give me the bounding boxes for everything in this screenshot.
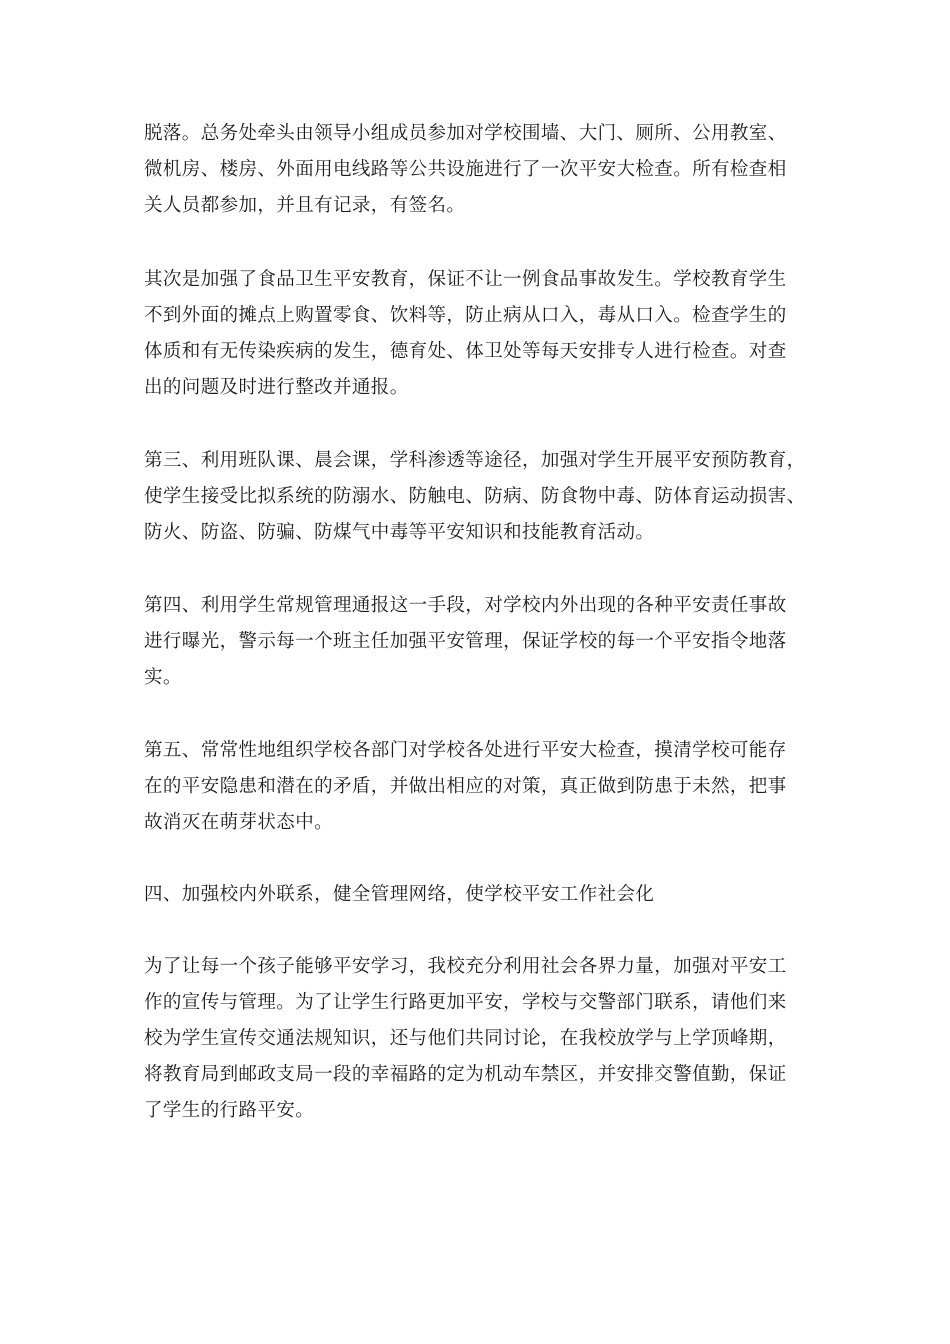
text-line: 在的平安隐患和潜在的矛盾，并做出相应的对策，真正做到防患于未然，把事	[144, 776, 787, 797]
text-line: 校为学生宣传交通法规知识，还与他们共同讨论，在我校放学与上学顶峰期，	[144, 1028, 787, 1049]
text-line: 体质和有无传染疾病的发生，德育处、体卫处等每天安排专人进行检查。对查	[144, 341, 787, 362]
text-line: 了学生的行路平安。	[144, 1100, 315, 1121]
text-line: 第五、常常性地组织学校各部门对学校各处进行平安大检查，摸清学校可能存	[144, 740, 787, 761]
text-line: 微机房、楼房、外面用电线路等公共设施进行了一次平安大检查。所有检查相	[144, 159, 787, 180]
text-line: 第三、利用班队课、晨会课，学科渗透等途径，加强对学生开展平安预防教育，	[144, 450, 806, 471]
paragraph-third-safety-education	[144, 443, 814, 551]
text-line: 防火、防盗、防骗、防煤气中毒等平安知识和技能教育活动。	[144, 522, 655, 543]
text-line: 第四、利用学生常规管理通报这一手段，对学校内外出现的各种平安责任事故	[144, 595, 787, 616]
text-line: 关人员都参加，并且有记录，有签名。	[144, 195, 466, 216]
paragraph-fifth-inspection	[144, 733, 814, 841]
text-line: 将教育局到邮政支局一段的幸福路的定为机动车禁区，并安排交警值勤，保证	[144, 1064, 787, 1085]
paragraph-facility-inspection	[144, 116, 814, 224]
text-line: 不到外面的摊点上购置零食、饮料等，防止病从口入，毒从口入。检查学生的	[144, 305, 787, 326]
text-line: 其次是加强了食品卫生平安教育，保证不让一例食品事故发生。学校教育学生	[144, 269, 787, 290]
paragraph-fourth-management-report	[144, 588, 814, 696]
text-line: 实。	[144, 667, 182, 688]
section-heading-four	[144, 877, 814, 913]
paragraph-food-safety	[144, 262, 814, 406]
text-line: 为了让每一个孩子能够平安学习，我校充分利用社会各界力量，加强对平安工	[144, 956, 787, 977]
text-line: 脱落。总务处牵头由领导小组成员参加对学校围墙、大门、厕所、公用教室、	[144, 123, 787, 144]
heading-line: 四、加强校内外联系，健全管理网络，使学校平安工作社会化	[144, 884, 655, 905]
text-line: 作的宣传与管理。为了让学生行路更加平安，学校与交警部门联系，请他们来	[144, 992, 787, 1013]
text-line: 进行曝光，警示每一个班主任加强平安管理，保证学校的每一个平安指令地落	[144, 631, 787, 652]
text-line: 出的问题及时进行整改并通报。	[144, 377, 409, 398]
text-line: 使学生接受比拟系统的防溺水、防触电、防病、防食物中毒、防体育运动损害、	[144, 486, 806, 507]
text-line: 故消灭在萌芽状态中。	[144, 812, 334, 833]
paragraph-traffic-safety	[144, 949, 814, 1129]
